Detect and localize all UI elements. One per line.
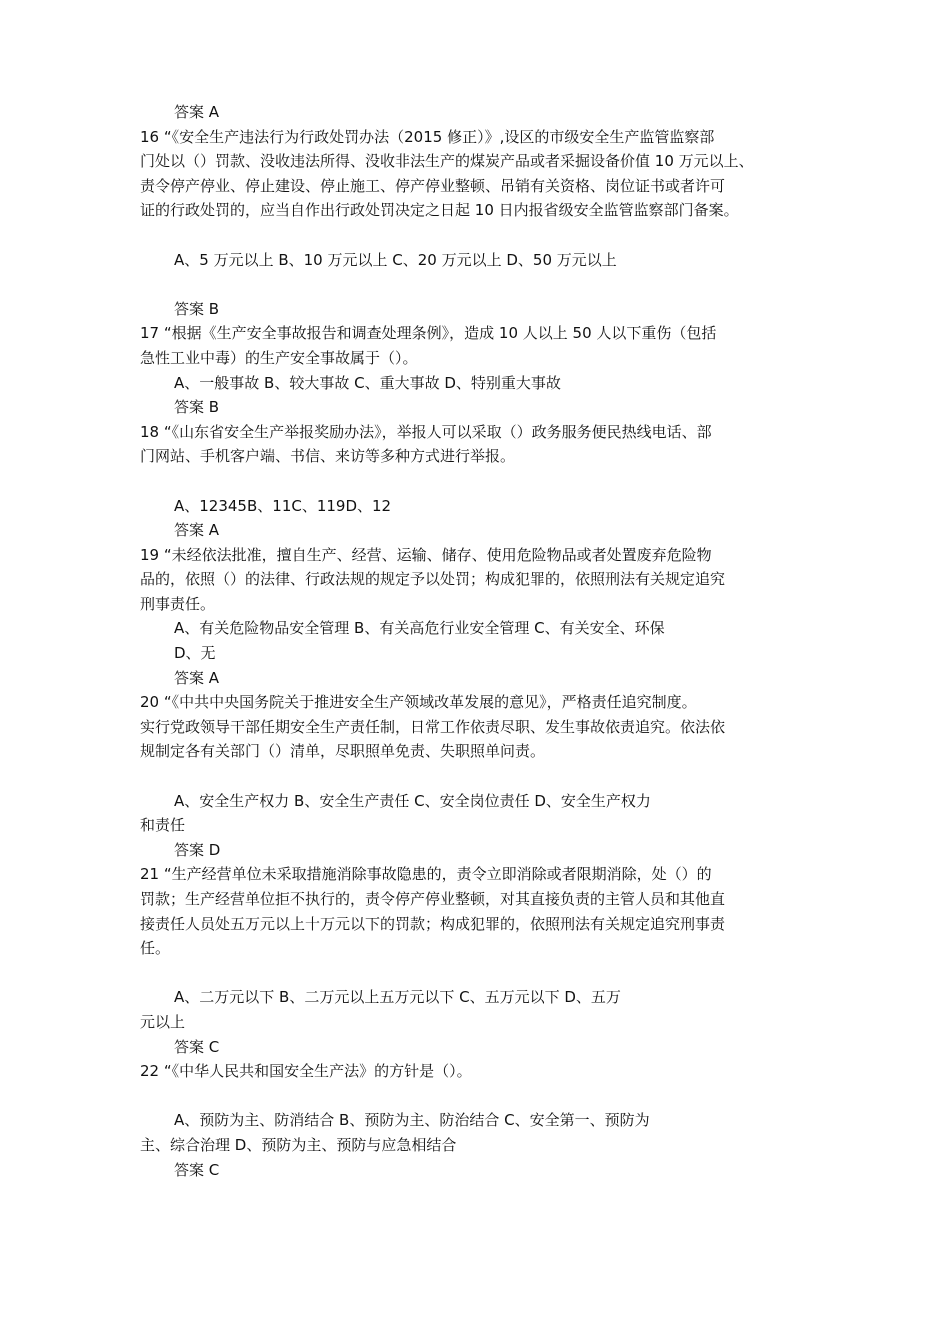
text-line: 答案 C: [174, 1160, 220, 1179]
text-line: [140, 223, 812, 248]
text-line: 证的行政处罚的，应当自作出行政处罚决定之日起 10 日内报省级安全监管监察部门备案。: [140, 201, 739, 220]
text-line: A、有关危险物品安全管理 B、有关高危行业安全管理 C、有关安全、环保: [174, 619, 665, 638]
text-line: A、一般事故 B、较大事故 C、重大事故 D、特别重大事故: [174, 373, 561, 392]
text-line: 22 “《中华人民共和国安全生产法》的方针是（）。: [140, 1062, 472, 1081]
text-line: 19 “未经依法批准，擅自生产、经营、运输、储存、使用危险物品或者处置废弃危险物: [140, 545, 712, 564]
text-line: [140, 272, 812, 297]
text-line: 元以上: [140, 1012, 186, 1031]
text-line: 实行党政领导干部任期安全生产责任制，日常工作依责尽职、发生事故依责追究。依法依: [140, 717, 726, 736]
text-line: A、二万元以下 B、二万元以上五万元以下 C、五万元以下 D、五万: [174, 988, 621, 1007]
document-body: [140, 100, 812, 1182]
text-line: 答案 B: [174, 398, 220, 417]
text-line: 17 “根据《生产安全事故报告和调查处理条例》，造成 10 人以上 50 人以下重伤（包括: [140, 324, 717, 343]
text-line: 答案 A: [174, 521, 220, 540]
text-line: 罚款；生产经营单位拒不执行的，责令停产停业整顿，对其直接负责的主管人员和其他直: [140, 890, 726, 908]
text-line: 答案 D: [174, 840, 221, 859]
text-line: 急性工业中毒）的生产安全事故属于（）。: [140, 348, 418, 367]
text-line: 答案 A: [174, 668, 220, 687]
text-line: 答案 C: [174, 1037, 220, 1056]
text-line: A、5 万元以上 B、10 万元以上 C、20 万元以上 D、50 万元以上: [174, 250, 617, 269]
text-line: 20 “《中共中央国务院关于推进安全生产领域改革发展的意见》，严格责任追究制度。: [140, 693, 697, 712]
text-line: 16 “《安全生产违法行为行政处罚办法（2015 修正）》,设区的市级安全生产监管监察部: [140, 127, 715, 146]
text-line: A、预防为主、防消结合 B、预防为主、防治结合 C、安全第一、预防为: [174, 1111, 650, 1130]
text-line: [140, 469, 812, 494]
text-line: 答案 B: [174, 299, 220, 318]
text-line: 刑事责任。: [140, 594, 216, 613]
text-line: 任。: [140, 939, 171, 958]
text-line: [140, 961, 812, 986]
text-line: 品的，依照（）的法律、行政法规的规定予以处罚；构成犯罪的，依照刑法有关规定追究: [140, 570, 726, 589]
text-line: 门网站、手机客户端、书信、来访等多种方式进行举报。: [140, 447, 516, 466]
text-line: 责令停产停业、停止建设、停止施工、停产停业整顿、吊销有关资格、岗位证书或者许可: [140, 176, 726, 195]
text-line: A、安全生产权力 B、安全生产责任 C、安全岗位责任 D、安全生产权力: [174, 791, 651, 810]
text-line: 门处以（）罚款、没收违法所得、没收非法生产的煤炭产品或者采掘设备价值 10 万元以上、: [140, 152, 754, 171]
text-line: A、12345B、11C、119D、12: [174, 496, 392, 515]
text-line: 接责任人员处五万元以上十万元以下的罚款；构成犯罪的，依照刑法有关规定追究刑事责: [140, 914, 726, 933]
text-line: 主、综合治理 D、预防为主、预防与应急相结合: [140, 1135, 457, 1154]
text-line: 21 “生产经营单位未采取措施消除事故隐患的，责令立即消除或者限期消除，处（）的: [140, 865, 712, 884]
text-line: [140, 1084, 812, 1109]
text-line: 18 “《山东省安全生产举报奖励办法》，举报人可以采取（）政务服务便民热线电话、部: [140, 422, 712, 441]
text-line: [140, 764, 812, 789]
text-line: 和责任: [140, 816, 186, 835]
text-line: 规制定各有关部门（）清单，尽职照单免责、失职照单问责。: [140, 742, 546, 761]
text-line: D、无: [174, 644, 216, 663]
text-line: 答案 A: [174, 103, 220, 121]
